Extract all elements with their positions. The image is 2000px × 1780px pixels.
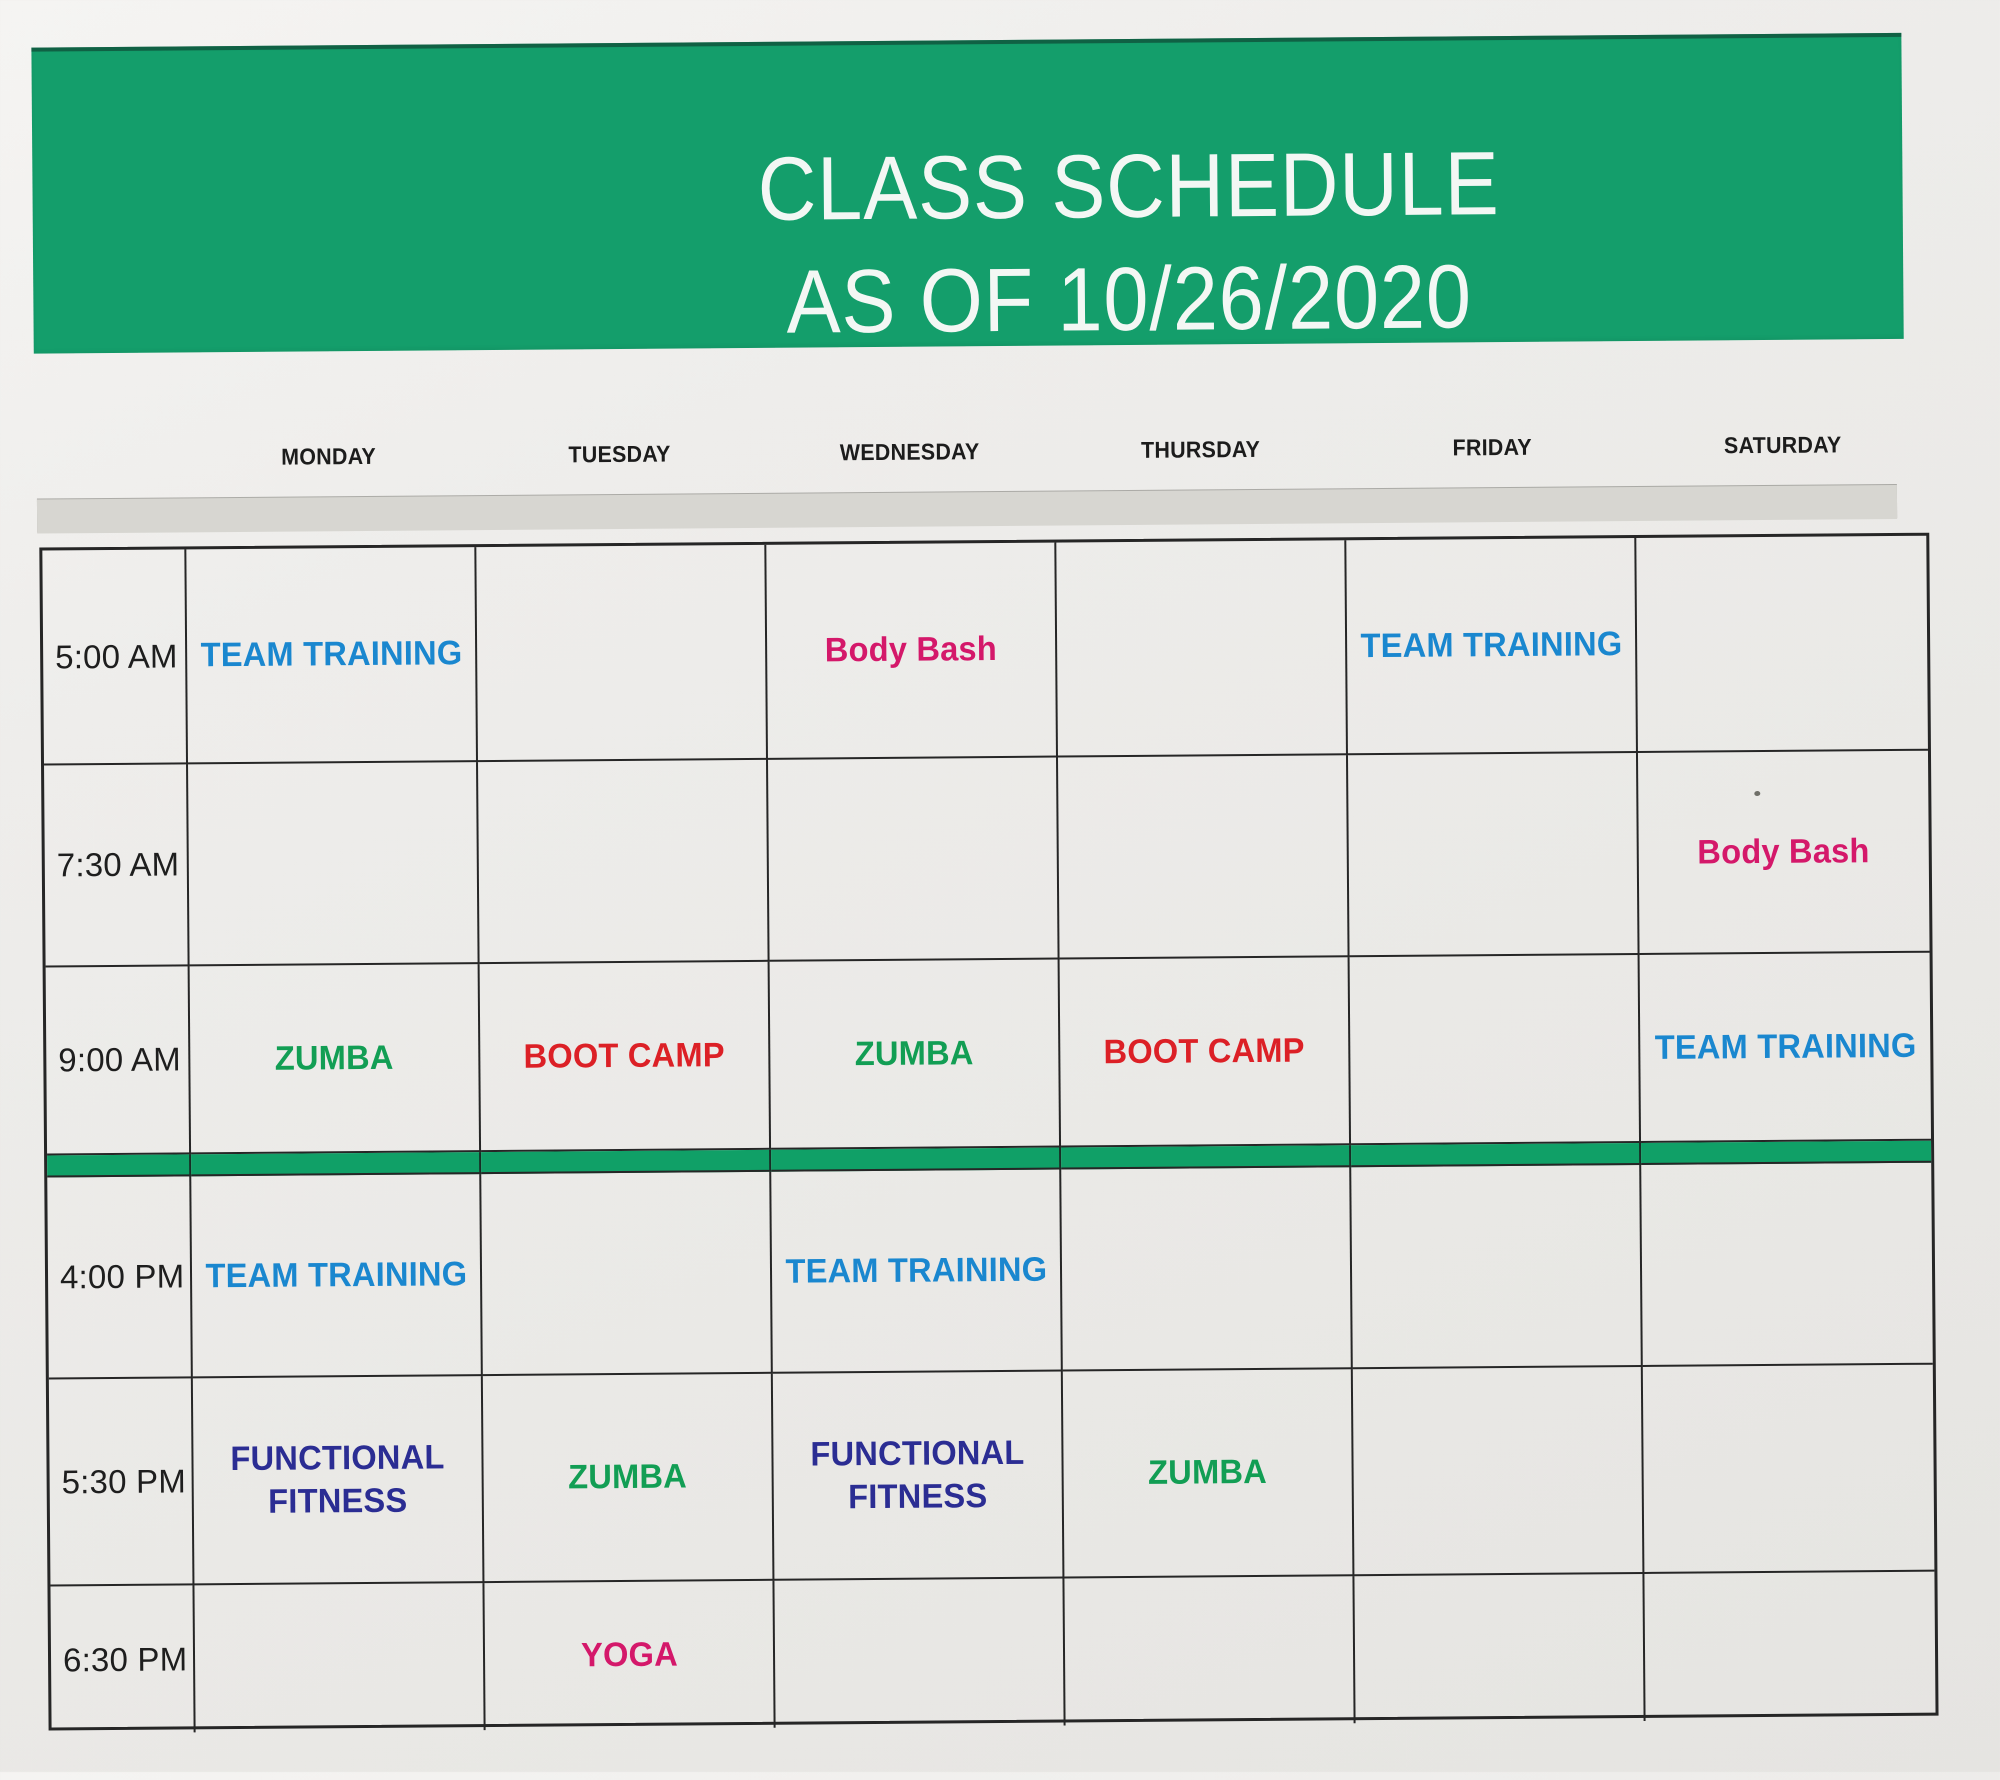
schedule-cell-wednesday-730am — [768, 758, 1060, 962]
schedule-cell-thursday-630pm — [1064, 1576, 1355, 1725]
class-label: ZUMBA — [1148, 1453, 1268, 1493]
schedule-cell-thursday-730am — [1058, 755, 1350, 959]
schedule-cell-tuesday-530pm — [483, 1374, 775, 1583]
schedule-cell-monday-500am — [186, 547, 478, 764]
day-header-label: WEDNESDAY — [840, 437, 980, 465]
schedule-cell-wednesday-630pm — [774, 1579, 1065, 1728]
schedule-cell-wednesday-400pm — [771, 1170, 1063, 1374]
schedule-cell-monday-400pm — [191, 1174, 483, 1378]
class-label: Body Bash — [824, 630, 998, 670]
day-header-label: MONDAY — [280, 442, 376, 470]
day-header-friday — [1346, 432, 1637, 461]
time-label: 6:30 PM — [50, 1585, 195, 1733]
class-label: TEAM TRAINING — [1654, 1026, 1917, 1067]
schedule-cell-tuesday-730am — [478, 760, 770, 964]
schedule-cell-monday-530pm — [193, 1376, 485, 1585]
title-banner — [31, 33, 1903, 354]
am-pm-divider — [47, 1154, 191, 1177]
schedule-cell-saturday-530pm — [1643, 1365, 1935, 1574]
schedule-cell-friday-730am — [1348, 753, 1640, 957]
schedule-cell-saturday-730am — [1638, 751, 1930, 955]
time-label: 4:00 PM — [47, 1176, 193, 1379]
schedule-cell-tuesday-400pm — [481, 1172, 773, 1376]
day-header-thursday — [1055, 435, 1346, 464]
schedule-cell-tuesday-500am — [476, 545, 768, 762]
class-label: YOGA — [580, 1635, 678, 1675]
class-label: TEAM TRAINING — [1360, 625, 1623, 666]
am-pm-divider — [481, 1150, 771, 1174]
time-label: 9:00 AM — [46, 966, 191, 1155]
schedule-cell-saturday-500am — [1636, 536, 1928, 753]
schedule-cell-friday-900am — [1350, 955, 1641, 1145]
schedule-cell-tuesday-900am — [480, 962, 771, 1152]
title-line-1: CLASS SCHEDULE — [757, 134, 1500, 240]
class-label: ZUMBA — [274, 1038, 394, 1078]
am-pm-divider — [191, 1152, 481, 1176]
schedule-cell-saturday-630pm — [1644, 1572, 1935, 1721]
page-title — [362, 125, 1896, 363]
class-label: TEAM TRAINING — [784, 1250, 1048, 1291]
day-header-label: TUESDAY — [567, 440, 671, 467]
time-label: 7:30 AM — [44, 764, 190, 967]
day-header-saturday — [1637, 430, 1928, 459]
day-header-tuesday — [473, 439, 764, 468]
schedule-cell-wednesday-900am — [770, 960, 1061, 1150]
day-header-label: FRIDAY — [1452, 433, 1532, 460]
schedule-cell-tuesday-630pm — [484, 1581, 775, 1730]
schedule-cell-thursday-900am — [1060, 957, 1351, 1147]
schedule-cell-friday-630pm — [1354, 1574, 1645, 1723]
am-pm-divider — [1061, 1145, 1351, 1169]
schedule-cell-wednesday-500am — [766, 543, 1058, 760]
schedule-cell-thursday-530pm — [1063, 1369, 1355, 1578]
time-label: 5:30 PM — [49, 1378, 195, 1586]
am-pm-divider — [1641, 1141, 1931, 1165]
class-label: TEAM TRAINING — [200, 634, 463, 675]
day-header-spacer — [39, 457, 183, 458]
am-pm-divider — [1351, 1143, 1641, 1167]
schedule-cell-monday-900am — [190, 964, 481, 1154]
photo-speck — [1754, 791, 1760, 796]
class-label: TEAM TRAINING — [204, 1255, 468, 1296]
am-pm-divider — [771, 1148, 1061, 1172]
class-label: ZUMBA — [854, 1034, 974, 1074]
schedule-cell-friday-500am — [1346, 538, 1638, 755]
day-header-label: SATURDAY — [1724, 430, 1842, 458]
class-label: FUNCTIONAL FITNESS — [230, 1438, 445, 1521]
class-label: Body Bash — [1697, 832, 1871, 872]
schedule-cell-saturday-400pm — [1641, 1163, 1933, 1367]
class-label: BOOT CAMP — [523, 1036, 726, 1076]
header-underline-band — [37, 485, 1897, 534]
schedule-cell-wednesday-530pm — [773, 1372, 1065, 1581]
schedule-cell-saturday-900am — [1640, 953, 1931, 1143]
time-label: 5:00 AM — [42, 549, 188, 765]
day-header-row — [38, 413, 1928, 490]
schedule-cell-thursday-400pm — [1061, 1167, 1353, 1371]
schedule-cell-thursday-500am — [1056, 540, 1348, 757]
day-header-wednesday — [764, 437, 1055, 466]
schedule-cell-monday-730am — [188, 762, 480, 966]
class-label: FUNCTIONAL FITNESS — [810, 1434, 1025, 1516]
schedule-cell-monday-630pm — [194, 1583, 485, 1732]
day-header-monday — [183, 442, 474, 471]
class-label: ZUMBA — [568, 1457, 688, 1497]
day-header-label: THURSDAY — [1141, 435, 1261, 463]
class-label: BOOT CAMP — [1103, 1031, 1306, 1072]
schedule-cell-friday-530pm — [1353, 1367, 1645, 1576]
schedule-cell-friday-400pm — [1351, 1165, 1643, 1369]
title-line-2: AS OF 10/26/2020 — [786, 247, 1473, 353]
schedule-table — [39, 533, 1938, 1731]
